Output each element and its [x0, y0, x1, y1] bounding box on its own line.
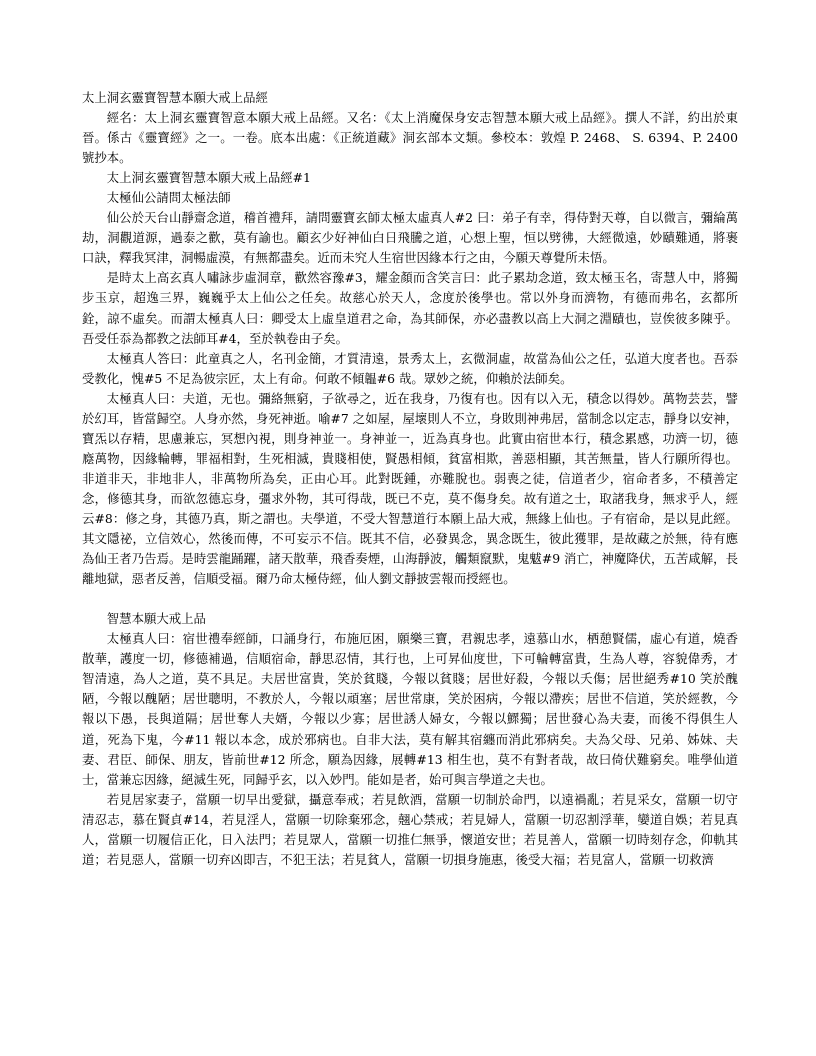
- section-heading-zhihui-benyuan: 智慧本願大戒上品: [106, 611, 206, 627]
- section-heading-taiji-xiangong: 太極仙公請問太極法師: [106, 190, 231, 206]
- paragraph-xiangong-question: 仙公於天台山靜齋念道，稽首禮拜，請問靈寶玄師太極太虛真人#2 曰：弟子有幸，得侍對天尊，自以微言，彌綸萬劫，洞觀道源，過泰之歡，莫有諭也。顧玄少好神仙白日飛騰之道，心想上聖，恒以劈彿，大經微遠，妙賾難通，將裹口訣，釋我冥津，洞暢虛漠，有無都盡矣。近而未究人生宿世因緣本行之由，今願天尊覺所未悟。: [82, 210, 738, 266]
- bibliographic-note: 經名：太上洞玄靈寶智意本願大戒上品經。又名：《太上消魔保身安志智慧本願大戒上品經》。撰人不詳，約出於東晉。係古《靈寶經》之一。一卷。底本出處：《正統道藏》洞玄部本文類。參校本：敦煌 P. 2468、 S. 6394、P. 2400 號抄本。: [82, 110, 738, 166]
- document-body: [82, 88, 738, 870]
- paragraph-vows-list: 若見居家妻子，當願一切早出愛獄，攝意奉戒；若見飲酒，當願一切制於命門，以遠禍亂；若見采女，當願一切守清忍志，慕在賢貞#14，若見淫人，當願一切除棄邪念，翹心禁戒；若見婦人，當願一切忍割浮華，孌道自娛；若見真人，當願一切履信正化，日入法門；若見眾人，當願一切推仁無爭，懷道安世；若見善人，當願一切時刻存念，仰軌其道；若見惡人，當願一切弃凶即吉，不犯王法；若見貧人，當願一切損身施惠，後受大福；若見富人，當願一切救濟: [82, 791, 738, 867]
- paragraph-zhenren-answer: 太極真人答曰：此童真之人，名刊金簡，才質清遠，景秀太上，玄微洞虛，故當為仙公之任，弘道大度者也。吾忝受教化，愧#5 不足為彼宗匠，太上有命。何敢不傾韞#6 哉。眾妙之統，仰賴於法師矣。: [82, 350, 738, 386]
- paragraph-dao-discourse: 太極真人曰：夫道，无也。彌絡無窮，子欲尋之，近在我身，乃復有也。因有以入无，積念以得妙。萬物芸芸，譬於幻耳，皆當歸空。人身亦然，身死神逝。喻#7 之如屋，屋壞則人不立，身敗則神弗居，當制念以定志，靜身以安神，寶炁以存精，思慮兼忘，冥想內視，則身神並一。身神並一，近為真身也。此實由宿世本行，積念累感，功濟一切，德廕萬物，因緣輪轉，罪福相對，生死相滅，貴賤相使，賢愚相傾，貧富相欺，善惡相顯，其苦無量，皆人行願所得也。非道非天，非地非人，非萬物所為矣，正由心耳。此對既鍾，亦難脫也。弱喪之徒，信道者少，宿命者多，不積善定念，修德其身，而欲忽德忘身，彊求外物，其可得哉，既已不克，莫不傷身矣。故有道之士，取諸我身，無求乎人，經云#8：修之身，其德乃真，斯之謂也。夫學道，不受大智慧道行本願上品大戒，無緣上仙也。子有宿命，是以見此經。其文隱祕，立信效心，然後而傳，不可妄示不信。既其不信，必發異念，異念既生，彼此獲罪，是故藏之於無，待有應為仙王者乃告焉。是時雲龍踊躍，諸天散華，飛香奏煙，山海靜波，觸類竄默，鬼魃#9 消亡，神魔降伏，五苦咸解，長離地獄，惡者反善，信順受福。爾乃命太極侍經，仙人劉文靜披雲報而授經也。: [82, 390, 738, 587]
- scripture-title-heading: 太上洞玄靈寶智慧本願大戒上品經#1: [106, 170, 311, 186]
- document-title: 太上洞玄靈寶智慧本願大戒上品經: [82, 90, 268, 105]
- blank-separator: [82, 589, 738, 609]
- paragraph-karma-retribution: 太極真人曰：宿世禮奉經師，口誦身行，布施厄困，願樂三寶，君親忠孝，遠慕山水，栖憩賢儒，虛心有道，燒香散華，護度一切，修德補過，信順宿命，靜思忍情，其行也，上可昇仙度世，下可輪轉富貴，生為人尊，容貌偉秀，才智清遠，為人之道，莫不具足。夫居世富貴，笑於貧賤，今報以貧賤；居世好殺，今報以夭傷；居世絕秀#10 笑於醜陋，今報以醜陋；居世聰明，不教於人，今報以頑塞；居世常康，笑於困病，今報以滯疾；居世不信道，笑於經教，今報以下愚，長與道隔；居世奪人夫婿，今報以少寡；居世誘人婦女，今報以鰥獨；居世發心為夫妻，而後不得俱生人道，死為下鬼，今#11 報以本念，成於邪病也。自非大法，莫有解其宿纏而消此邪病矣。夫為父母、兄弟、姊妹、夫妻、君臣、師保、朋友，皆前世#12 所念，願為因緣，展轉#13 相生也，莫不有對者哉，故曰倚伏難窮矣。唯學仙道士，當兼忘因緣，絕滅生死，同歸乎玄，以入妙門。能如是者，始可與言學道之夫也。: [82, 631, 738, 787]
- paragraph-taishang-response: 是時太上高玄真人嘯詠步虛洞章，歡然容豫#3，耀金顏而含笑言曰：此子累劫念道，致太極玉名，寄慧人中，將獨步玉京，超逸三界，巍巍乎太上仙公之任矣。故慈心於天人，念度於後學也。常以外身而濟物，有德而弗名，玄都所銓，諒不虛矣。而謂太極真人曰：卿受太上虛皇道君之命，為其師保，亦必盡教以高上大洞之淵賾也，豈俟彼多陳乎。吾受任忝為都教之法師耳#4，至於執卷由子矣。: [82, 270, 738, 346]
